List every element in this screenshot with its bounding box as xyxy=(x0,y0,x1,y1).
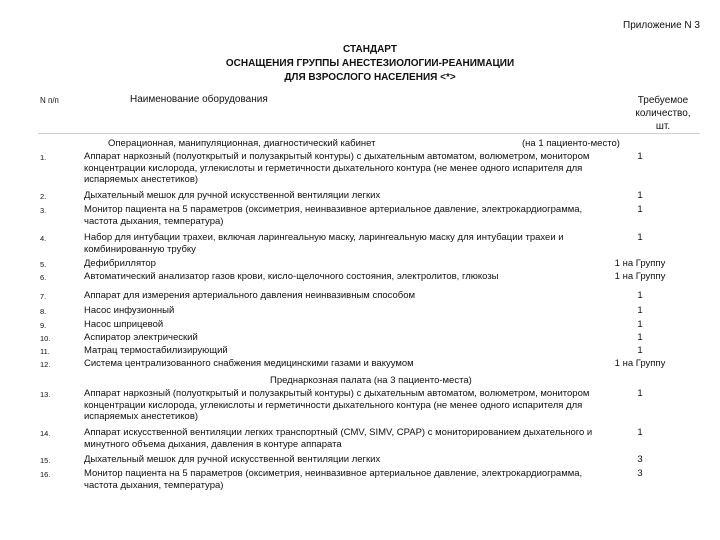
row-name: Набор для интубации трахеи, включая ларингеальную маску, ларингеальную маску для интубации трахеи и комбинированную трубку xyxy=(84,232,564,255)
section-heading-preanesthesia: Преднаркозная палата (на 3 пациенто-места) xyxy=(270,375,472,386)
row-name: Система централизованного снабжения медицинскими газами и вакуумом xyxy=(84,358,414,369)
row-number: 16. xyxy=(40,470,51,479)
row-number: 14. xyxy=(40,429,51,438)
row-number: 3. xyxy=(40,206,47,215)
row-name: Дефибриллятор xyxy=(84,258,156,269)
row-name: Дыхательный мешок для ручной искусственной вентиляции легких xyxy=(84,190,381,201)
row-name: Монитор пациента на 5 параметров (оксиметрия, неинвазивное артериальное давление, электрокардиограмма, частота дыхания, температура) xyxy=(84,468,583,491)
document-title: СТАНДАРТ xyxy=(343,44,397,55)
row-name: Аспиратор электрический xyxy=(84,332,198,343)
row-quantity: 1 xyxy=(637,332,643,343)
row-name: Насос шприцевой xyxy=(84,319,164,330)
row-name: Насос инфузионный xyxy=(84,305,175,316)
row-number: 2. xyxy=(40,192,47,201)
column-header-quantity-line: шт. xyxy=(655,121,671,132)
row-quantity: 1 xyxy=(637,151,643,162)
row-quantity: 1 xyxy=(637,232,643,243)
row-number: 10. xyxy=(40,334,51,343)
row-number: 15. xyxy=(40,456,51,465)
row-quantity: 1 xyxy=(637,427,643,438)
row-number: 1. xyxy=(40,153,47,162)
row-number: 7. xyxy=(40,292,47,301)
section-heading-operating: Операционная, манипуляционная, диагностический кабинет xyxy=(108,138,376,149)
row-quantity: 1 на Группу xyxy=(614,258,666,269)
row-quantity: 3 xyxy=(637,468,643,479)
section-heading-operating-suffix: (на 1 пациенто-место) xyxy=(522,138,620,149)
row-quantity: 1 xyxy=(637,345,643,356)
row-quantity: 1 xyxy=(637,305,643,316)
row-name: Аппарат наркозный (полуоткрытый и полузакрытый контуры) с дыхательным автоматом, волюметром, монитором концентрации кислорода, углекислоты и герметичности дыхательного контура (не менее одного испарителя для испаряемых анестетиков) xyxy=(84,388,590,422)
row-number: 5. xyxy=(40,260,47,269)
appendix-label: Приложение N 3 xyxy=(623,20,700,31)
row-number: 4. xyxy=(40,234,47,243)
header-divider xyxy=(38,133,700,134)
row-number: 13. xyxy=(40,390,51,399)
row-quantity: 1 xyxy=(637,290,643,301)
row-name: Аппарат для измерения артериального давления неинвазивным способом xyxy=(84,290,416,301)
row-quantity: 1 на Группу xyxy=(614,271,666,282)
row-name: Монитор пациента на 5 параметров (оксиметрия, неинвазивное артериальное давление, электрокардиограмма, частота дыхания, температура) xyxy=(84,204,583,227)
row-name: Дыхательный мешок для ручной искусственной вентиляции легких xyxy=(84,454,381,465)
row-number: 6. xyxy=(40,273,47,282)
document-subtitle: ОСНАЩЕНИЯ ГРУППЫ АНЕСТЕЗИОЛОГИИ-РЕАНИМАЦИИ xyxy=(225,58,515,69)
row-name: Матрац термостабилизирующий xyxy=(84,345,228,356)
column-header-number: N п/п xyxy=(40,96,59,105)
row-number: 12. xyxy=(40,360,51,369)
row-quantity: 1 xyxy=(637,204,643,215)
row-number: 9. xyxy=(40,321,47,330)
document-subtitle-population: ДЛЯ ВЗРОСЛОГО НАСЕЛЕНИЯ <*> xyxy=(284,72,456,83)
row-name: Аппарат искусственной вентиляции легких транспортный (CMV, SIMV, CPAP) с мониторированием дыхательного и минутного объема дыхания, давления в контуре аппарата xyxy=(84,427,593,450)
row-number: 11. xyxy=(40,347,50,356)
column-header-name: Наименование оборудования xyxy=(130,94,268,105)
row-quantity: 3 xyxy=(637,454,643,465)
row-quantity: 1 xyxy=(637,319,643,330)
row-quantity: 1 на Группу xyxy=(614,358,666,369)
row-number: 8. xyxy=(40,307,47,316)
column-header-quantity-line: Требуемое xyxy=(637,95,689,106)
row-quantity: 1 xyxy=(637,190,643,201)
row-quantity: 1 xyxy=(637,388,643,399)
column-header-quantity-line: количество, xyxy=(635,108,691,119)
column-header-quantity xyxy=(618,94,708,133)
row-name: Аппарат наркозный (полуоткрытый и полузакрытый контуры) с дыхательным автоматом, волюметром, монитором концентрации кислорода, углекислоты и герметичности дыхательного контура (не менее одного испарителя для испаряемых анестетиков) xyxy=(84,151,590,185)
row-name: Автоматический анализатор газов крови, кисло-щелочного состояния, электролитов, глюкозы xyxy=(84,271,499,282)
